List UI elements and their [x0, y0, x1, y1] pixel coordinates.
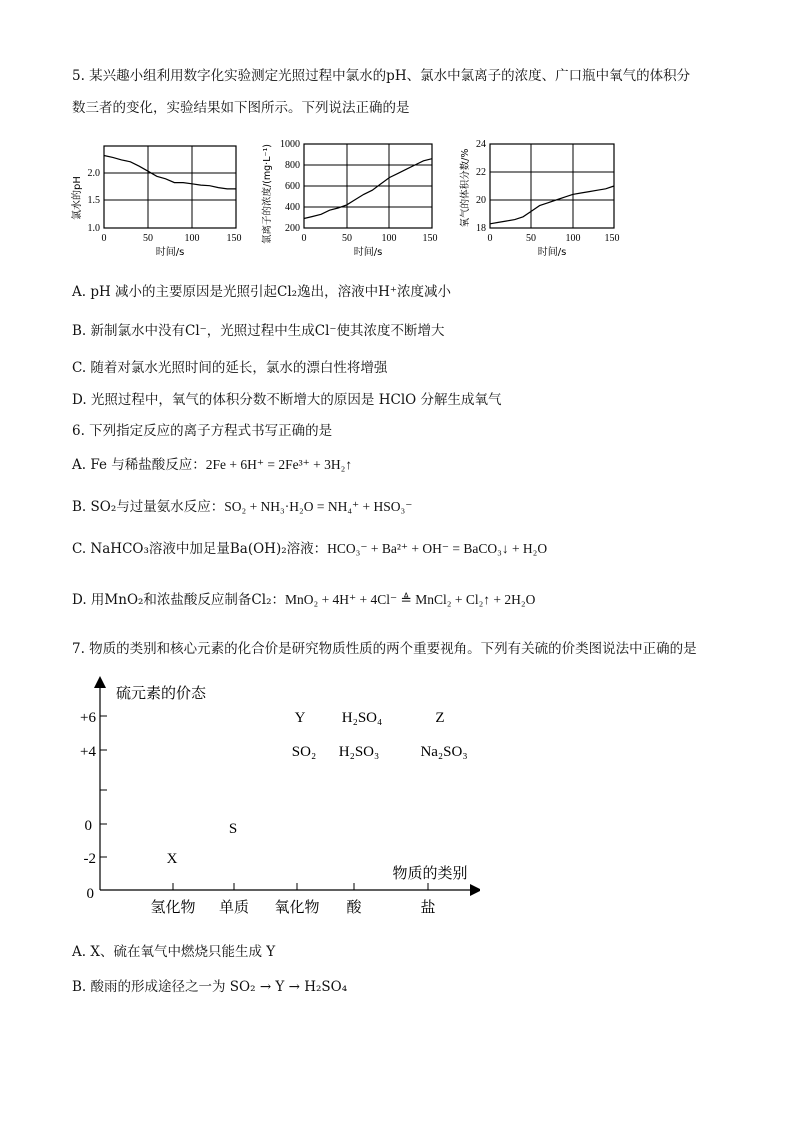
- ph-xlabel: 时间/s: [155, 247, 185, 258]
- q6-c-label: C. NaHCO₃溶液中加足量Ba(OH)₂溶液：: [72, 541, 328, 557]
- q6-option-c[interactable]: [72, 539, 547, 559]
- x-ticks: [173, 883, 428, 890]
- xcat-oxide: 氧化物: [274, 898, 320, 916]
- ph-series-line: [104, 156, 236, 189]
- q6-option-b[interactable]: [72, 497, 412, 517]
- oxygen-ytick: 24: [476, 139, 486, 150]
- oxygen-ytick: 22: [476, 167, 486, 178]
- xcat-acid: 酸: [346, 898, 362, 916]
- q5-option-c[interactable]: C. 随着对氯水光照时间的延长，氯水的漂白性将增强: [72, 360, 388, 376]
- oxygen-series-line: [490, 186, 614, 224]
- ytick-minus2: -2: [83, 851, 96, 867]
- point-so2: SO₂: [291, 744, 317, 760]
- oxygen-ytick: 18: [476, 223, 486, 234]
- q5-stem-line2: 数三者的变化，实验结果如下图所示。下列说法正确的是: [72, 100, 410, 116]
- x-axis-title: 物质的类别: [392, 864, 468, 882]
- ph-ytick: 2.0: [87, 168, 100, 179]
- oxygen-ytick: 20: [476, 195, 486, 206]
- point-h2so4: H₂SO₄: [341, 710, 383, 726]
- q5-option-a[interactable]: A. pH 减小的主要原因是光照引起Cl₂逸出，溶液中H⁺浓度减小: [72, 284, 451, 300]
- oxygen-chart: [454, 136, 630, 260]
- ph-xtick: 150: [226, 233, 242, 244]
- q6-option-d[interactable]: [72, 590, 535, 610]
- point-h2so3: H₂SO₃: [338, 744, 380, 760]
- ph-ytick: 1.5: [87, 195, 100, 206]
- chloride-xtick: 50: [342, 233, 352, 244]
- q5-option-d[interactable]: D. 光照过程中，氧气的体积分数不断增大的原因是 HClO 分解生成氧气: [72, 392, 502, 408]
- ytick-plus4: +4: [80, 744, 96, 760]
- chloride-plot-area: [304, 144, 432, 228]
- point-y: Y: [294, 710, 306, 726]
- ph-xtick: 50: [143, 233, 153, 244]
- xcat-salt: 盐: [420, 898, 436, 916]
- q6-a-equation: 2Fe + 6H⁺ = 2Fe³⁺ + 3H₂↑: [205, 457, 353, 472]
- chloride-xtick: 100: [381, 233, 397, 244]
- oxygen-xtick: 100: [565, 233, 581, 244]
- point-s: S: [228, 821, 238, 837]
- sulfur-valence-diagram: [80, 676, 480, 920]
- xcat-hydride: 氢化物: [150, 898, 196, 916]
- point-z: Z: [435, 710, 445, 726]
- q6-b-label: B. SO₂与过量氨水反应：: [72, 499, 225, 515]
- chloride-ytick: 200: [285, 223, 300, 234]
- q6-stem: 6. 下列指定反应的离子方程式书写正确的是: [72, 423, 333, 439]
- xcat-element: 单质: [218, 898, 250, 916]
- chloride-xtick: 0: [301, 233, 307, 244]
- ph-ytick: 1.0: [87, 223, 100, 234]
- chloride-chart: [256, 136, 442, 260]
- point-x: X: [166, 851, 178, 867]
- q6-d-equation: MnO₂ + 4H⁺ + 4Cl⁻ ≜ MnCl₂ + Cl₂↑ + 2H₂O: [284, 592, 536, 607]
- q6-option-a[interactable]: [72, 455, 352, 475]
- oxygen-xtick: 50: [526, 233, 536, 244]
- ph-chart: [66, 138, 246, 260]
- q6-d-label: D. 用MnO₂和浓盐酸反应制备Cl₂：: [72, 592, 285, 608]
- ph-xtick: 100: [184, 233, 200, 244]
- ytick-zero: 0: [84, 818, 92, 834]
- q5-option-b[interactable]: B. 新制氯水中没有Cl⁻，光照过程中生成Cl⁻使其浓度不断增大: [72, 323, 445, 339]
- ph-ylabel: 氯水的pH: [72, 176, 83, 220]
- q6-a-label: A. Fe 与稀盐酸反应：: [72, 457, 206, 473]
- oxygen-plot-area: [490, 144, 614, 228]
- q7-option-b[interactable]: B. 酸雨的形成途径之一为 SO₂ → Y → H₂SO₄: [72, 979, 348, 995]
- q5-stem-line1: 5. 某兴趣小组利用数字化实验测定光照过程中氯水的pH、氯水中氯离子的浓度、广口瓶中氧气的体积分: [72, 68, 691, 84]
- chloride-xlabel: 时间/s: [353, 247, 383, 258]
- y-ticks: [100, 716, 107, 857]
- chloride-ytick: 600: [285, 181, 300, 192]
- origin-label: 0: [86, 886, 94, 902]
- q7-stem: 7. 物质的类别和核心元素的化合价是研究物质性质的两个重要视角。下列有关硫的价类图说法中正确的是: [72, 641, 697, 657]
- oxygen-ylabel: 氧气的体积分数/%: [460, 148, 471, 228]
- oxygen-xtick: 150: [604, 233, 620, 244]
- ph-plot-area: [104, 146, 236, 228]
- point-na2so3: Na₂SO₃: [420, 744, 468, 760]
- q6-b-equation: SO₂ + NH₃·H₂O = NH₄⁺ + HSO₃⁻: [224, 499, 413, 514]
- chloride-series-line: [304, 159, 432, 219]
- ph-xtick: 0: [101, 233, 107, 244]
- chloride-ylabel: 氯离子的浓度/(mg·L⁻¹): [262, 143, 273, 245]
- q7-option-a[interactable]: A. X、硫在氧气中燃烧只能生成 Y: [72, 944, 276, 960]
- chloride-ytick: 800: [285, 160, 300, 171]
- oxygen-xlabel: 时间/s: [537, 247, 567, 258]
- q6-c-equation: HCO₃⁻ + Ba²⁺ + OH⁻ = BaCO₃↓ + H₂O: [327, 541, 548, 556]
- y-axis-title: 硫元素的价态: [116, 684, 207, 702]
- chloride-ytick: 1000: [280, 139, 300, 150]
- ytick-plus6: +6: [80, 710, 96, 726]
- oxygen-xtick: 0: [487, 233, 493, 244]
- chloride-ytick: 400: [285, 202, 300, 213]
- chloride-xtick: 150: [422, 233, 438, 244]
